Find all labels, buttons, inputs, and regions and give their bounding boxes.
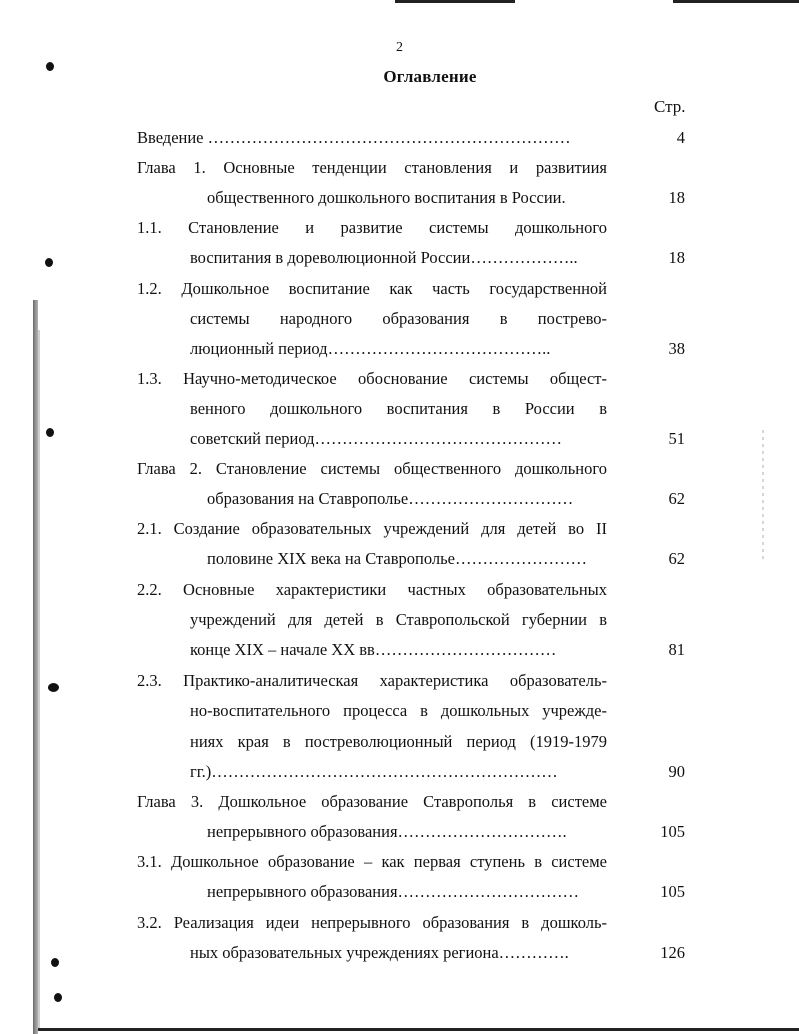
toc-entry-line: гг.)……………………………………………………… [190, 762, 558, 781]
toc-entry-line: 2.2. Основные характеристики частных образовательных [137, 580, 607, 599]
toc-page-number: 18 [668, 188, 685, 207]
binding-hole-mark [48, 683, 59, 692]
toc-entry-line: Введение ………………………………………………………… [137, 128, 571, 147]
toc-entry-line: ных образовательных учреждениях региона…………. [190, 943, 569, 962]
binding-hole-mark [54, 993, 62, 1002]
scan-edge-top [673, 0, 799, 3]
toc-entry-line: 3.2. Реализация идеи непрерывного образования в дошколь- [137, 913, 607, 932]
toc-page-number: 105 [660, 822, 685, 841]
scan-speck [762, 430, 764, 560]
toc-entry-line: воспитания в дореволюционной России……………….. [190, 248, 578, 267]
toc-entry-line: непрерывного образования…………………………. [207, 822, 567, 841]
toc-entry-line: 1.2. Дошкольное воспитание как часть государственной [137, 279, 607, 298]
binding-hole-mark [51, 958, 59, 967]
toc-entry-line: советский период……………………………………… [190, 429, 563, 448]
toc-entry-line: образования на Ставрополье………………………… [207, 489, 574, 508]
page-column-label: Стр. [654, 97, 686, 116]
binding-hole-mark [45, 258, 53, 267]
toc-entry-line: учреждений для детей в Ставропольской губернии в [190, 610, 607, 629]
toc-entry-line: конце XIX – начале XX вв…………………………… [190, 640, 557, 659]
toc-page-number: 51 [668, 429, 685, 448]
toc-page-number: 4 [676, 128, 685, 147]
scan-edge-bottom [38, 1028, 799, 1031]
toc-entry-line: 1.3. Научно-методическое обоснование системы общест- [137, 369, 607, 388]
toc-entry-line: 2.3. Практико-аналитическая характеристика образователь- [137, 671, 607, 690]
page-title: Оглавление [383, 67, 477, 86]
scan-edge-left [38, 330, 40, 1030]
toc-entry-line: половине XIX века на Ставрополье…………………… [207, 549, 587, 568]
toc-entry-line: Глава 3. Дошкольное образование Ставрополья в системе [137, 792, 607, 811]
toc-entry-line: венного дошкольного воспитания в России в [190, 399, 607, 418]
toc-entry-line: Глава 1. Основные тенденции становления и развитиия [137, 158, 607, 177]
toc-entry-line: но-воспитательного процесса в дошкольных учрежде- [190, 701, 607, 720]
toc-page-number: 81 [668, 640, 685, 659]
toc-entry-line: Глава 2. Становление системы общественного дошкольного [137, 459, 607, 478]
toc-page-number: 38 [668, 339, 685, 358]
toc-page-number: 62 [668, 489, 685, 508]
scan-edge-top [395, 0, 515, 3]
toc-page-number: 90 [668, 762, 685, 781]
page-number: 2 [396, 40, 403, 55]
binding-hole-mark [46, 428, 54, 437]
toc-entry-line: системы народного образования в пострево- [190, 309, 607, 328]
toc-page-number: 18 [668, 248, 685, 267]
toc-page-number: 105 [660, 882, 685, 901]
toc-entry-line: 2.1. Создание образовательных учреждений для детей во II [137, 519, 607, 538]
toc-page-number: 62 [668, 549, 685, 568]
toc-entry-line: люционный период………………………………….. [190, 339, 551, 358]
toc-entry-line: ниях края в постреволюционный период (1919-1979 [190, 732, 607, 751]
toc-entry-line: 3.1. Дошкольное образование – как первая ступень в системе [137, 852, 607, 871]
toc-entry-line: 1.1. Становление и развитие системы дошкольного [137, 218, 607, 237]
toc-page-number: 126 [660, 943, 685, 962]
toc-entry-line: общественного дошкольного воспитания в России. [207, 188, 566, 207]
toc-entry-line: непрерывного образования…………………………… [207, 882, 580, 901]
